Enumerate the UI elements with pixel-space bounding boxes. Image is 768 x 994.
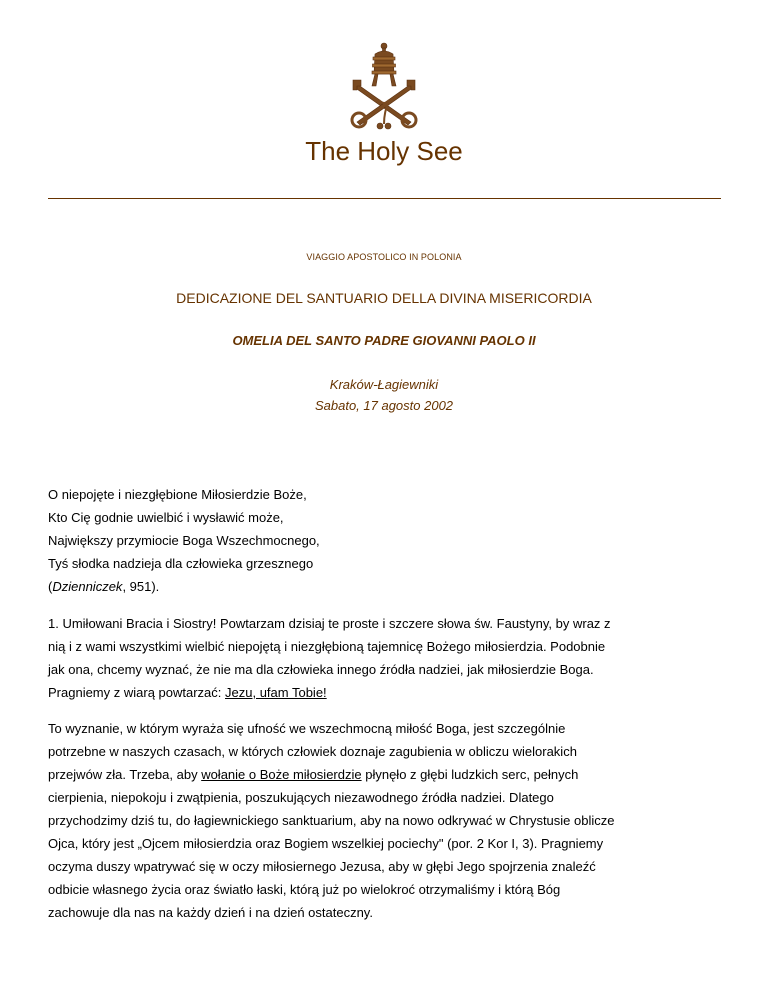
paragraph-line: jak ona, chcemy wyznać, że nie ma dla człowieka innego źródła nadziei, jak miłosierdzie Boga.	[48, 662, 594, 677]
paragraph-1	[48, 612, 728, 704]
citation-title: Dzienniczek	[52, 579, 123, 594]
paragraph-text: płynęło z głębi ludzkich serc, pełnych	[361, 767, 579, 782]
site-title: The Holy See	[305, 136, 463, 166]
paragraph-2	[48, 717, 728, 924]
paragraph-line: potrzebne w naszych czasach, w których człowiek doznaje zagubienia w obliczu wielorakich	[48, 744, 577, 759]
homily-date: Sabato, 17 agosto 2002	[314, 398, 454, 413]
paragraph-line: cierpienia, niepokoju i zwątpienia, poszukujących niezawodnego źródła nadziei. Dlatego	[48, 790, 554, 805]
paragraph-line	[48, 681, 728, 704]
poem-line: Największy przymiocie Boga Wszechmocnego,	[48, 533, 320, 548]
trip-kicker: VIAGGIO APOSTOLICO IN POLONIA	[306, 252, 462, 262]
paragraph-line: nią i z wami wszystkimi wielbić niepojętą i niezgłębioną tajemnicę Bożego miłosierdzia. Podobnie	[48, 639, 606, 654]
jezu-ufam-tobie-link[interactable]: Jezu, ufam Tobie!	[225, 685, 327, 700]
holy-see-emblem-icon	[339, 40, 429, 132]
citation-open: (	[48, 579, 53, 594]
event-heading: DEDICAZIONE DEL SANTUARIO DELLA DIVINA MISERICORDIA	[176, 290, 592, 306]
paragraph-line: przychodzimy dziś tu, do łagiewnickiego sanktuarium, aby na nowo odkrywać w Chrystusie oblicze	[48, 813, 615, 828]
citation-rest: , 951).	[122, 579, 160, 594]
paragraph-line: To wyznanie, w którym wyraża się ufność we wszechmocną miłość Boga, jest szczególnie	[48, 721, 566, 736]
paragraph-line: odbicie własnego życia oraz światło łaski, którą już po wielokroć otrzymaliśmy i którą Bóg	[48, 882, 561, 897]
opening-poem	[48, 483, 728, 598]
homily-title: OMELIA DEL SANTO PADRE GIOVANNI PAOLO II	[232, 333, 536, 348]
paragraph-line: zachowuje dla nas na każdy dzień i na dzień ostateczny.	[48, 905, 373, 920]
header-divider	[48, 198, 721, 199]
paragraph-line: oczyma duszy wpatrywać się w oczy miłosiernego Jezusa, aby w głębi Jego spojrzenia znaleźć	[48, 859, 596, 874]
poem-line: Kto Cię godnie uwielbić i wysławić może,	[48, 510, 284, 525]
homily-place: Kraków-Łagiewniki	[329, 377, 439, 392]
paragraph-line	[48, 763, 728, 786]
divine-mercy-link[interactable]: wołanie o Boże miłosierdzie	[201, 767, 362, 782]
poem-line: Tyś słodka nadzieja dla człowieka grzesznego	[48, 556, 314, 571]
paragraph-text: przejwów zła. Trzeba, aby	[48, 767, 202, 782]
poem-line: O niepojęte i niezgłębione Miłosierdzie Boże,	[48, 487, 307, 502]
poem-citation	[48, 575, 728, 598]
paragraph-line: Ojca, który jest „Ojcem miłosierdzia oraz Bogiem wszelkiej pociechy" (por. 2 Kor I, 3). Pragniemy	[48, 836, 604, 851]
paragraph-line: 1. Umiłowani Bracia i Siostry! Powtarzam dzisiaj te proste i szczere słowa św. Faustyny, by wraz z	[48, 616, 611, 631]
paragraph-text: Pragniemy z wiarą powtarzać:	[48, 685, 226, 700]
